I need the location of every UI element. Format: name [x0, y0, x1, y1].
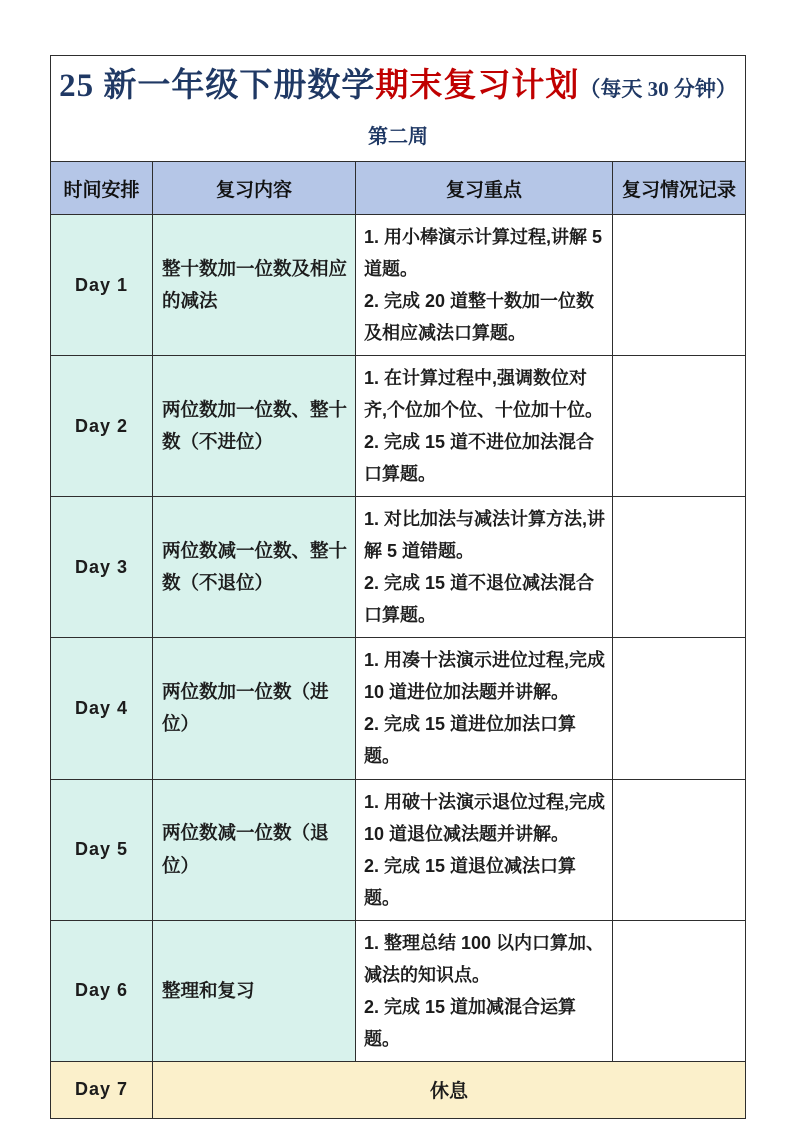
point-item: 1. 在计算过程中,强调数位对齐,个位加个位、十位加十位。	[364, 368, 603, 421]
header-focus: 复习重点	[356, 162, 613, 215]
points-cell	[356, 215, 613, 356]
table-row	[51, 497, 746, 638]
points-cell	[356, 920, 613, 1061]
point-item: 1. 用凑十法演示进位过程,完成 10 道进位加法题并讲解。	[364, 650, 606, 703]
point-item: 2. 完成 15 道不进位加法混合口算题。	[364, 432, 595, 485]
point-item: 2. 完成 15 道进位加法口算题。	[364, 714, 577, 767]
point-item: 2. 完成 15 道退位减法口算题。	[364, 855, 577, 908]
record-cell	[613, 497, 746, 638]
review-plan-table	[50, 55, 746, 1119]
table-row	[51, 638, 746, 779]
record-cell	[613, 356, 746, 497]
points-cell	[356, 638, 613, 779]
record-cell	[613, 215, 746, 356]
day-cell: Day 7	[51, 1061, 153, 1118]
page-title	[57, 68, 739, 106]
record-cell	[613, 779, 746, 920]
content-cell: 两位数加一位数、整十数（不进位）	[153, 356, 356, 497]
day-cell: Day 2	[51, 356, 153, 497]
rest-cell: 休息	[153, 1061, 746, 1118]
day-cell: Day 5	[51, 779, 153, 920]
point-item: 1. 用破十法演示退位过程,完成 10 道退位减法题并讲解。	[364, 791, 606, 844]
day-cell: Day 6	[51, 920, 153, 1061]
point-item: 2. 完成 15 道加减混合运算题。	[364, 996, 577, 1049]
record-cell	[613, 920, 746, 1061]
header-time: 时间安排	[51, 162, 153, 215]
record-cell	[613, 638, 746, 779]
content-cell: 整理和复习	[153, 920, 356, 1061]
rest-row	[51, 1061, 746, 1118]
week-subtitle: 第二周	[368, 125, 428, 148]
day-cell: Day 1	[51, 215, 153, 356]
table-header-row	[51, 162, 746, 215]
title-prefix: 25 新一年级下册数学	[59, 68, 376, 105]
content-cell: 两位数加一位数（进位）	[153, 638, 356, 779]
title-highlight: 期末复习计划	[375, 68, 580, 105]
point-item: 2. 完成 20 道整十数加一位数及相应减法口算题。	[364, 291, 595, 344]
points-cell	[356, 356, 613, 497]
content-cell: 两位数减一位数、整十数（不退位）	[153, 497, 356, 638]
point-item: 2. 完成 15 道不退位减法混合口算题。	[364, 573, 595, 626]
content-cell: 两位数减一位数（退位）	[153, 779, 356, 920]
title-note: （每天 30 分钟）	[579, 77, 737, 102]
title-cell	[51, 56, 746, 162]
points-cell	[356, 779, 613, 920]
header-record: 复习情况记录	[613, 162, 746, 215]
table-row	[51, 920, 746, 1061]
point-item: 1. 用小棒演示计算过程,讲解 5 道题。	[364, 227, 603, 280]
header-content: 复习内容	[153, 162, 356, 215]
content-cell: 整十数加一位数及相应的减法	[153, 215, 356, 356]
point-item: 1. 对比加法与减法计算方法,讲解 5 道错题。	[364, 509, 606, 562]
day-cell: Day 3	[51, 497, 153, 638]
day-cell: Day 4	[51, 638, 153, 779]
table-row	[51, 215, 746, 356]
points-cell	[356, 497, 613, 638]
table-row	[51, 356, 746, 497]
point-item: 1. 整理总结 100 以内口算加、减法的知识点。	[364, 932, 605, 985]
table-row	[51, 779, 746, 920]
